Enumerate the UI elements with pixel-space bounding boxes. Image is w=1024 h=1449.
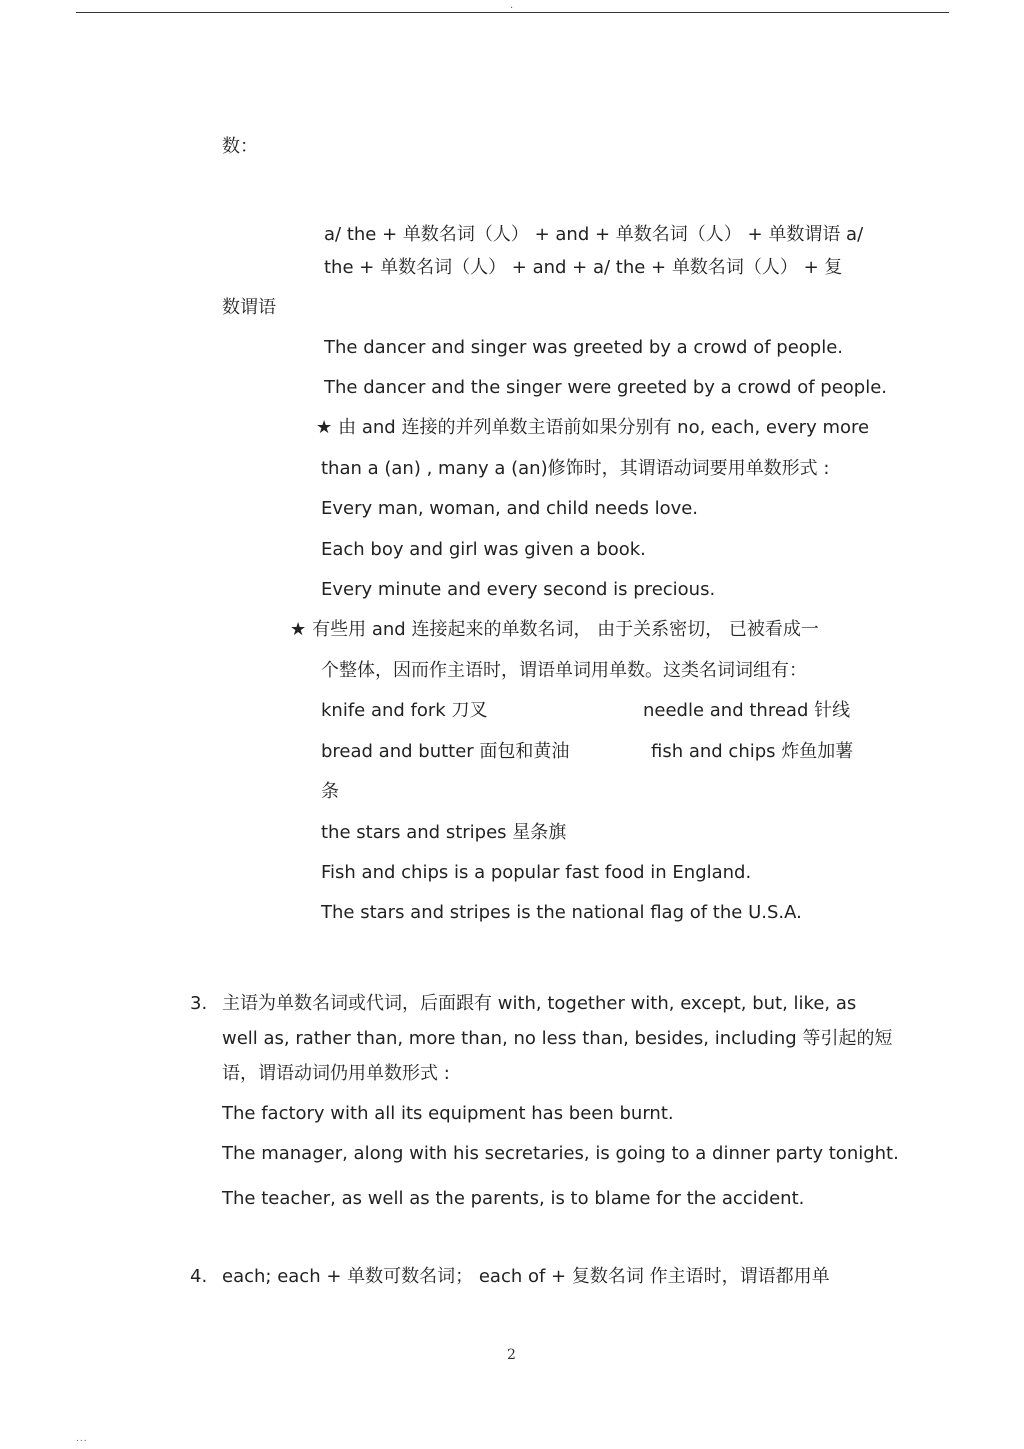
- rule-line: each; each + 单数可数名词； each of + 复数名词 作主语时，谓语都用单: [222, 1266, 830, 1287]
- star-icon: ★: [290, 619, 307, 640]
- rule-text: 有些用 and 连接起来的单数名词， 由于关系密切， 已被看成一: [312, 619, 819, 640]
- rule-text: 由 and 连接的并列单数主语前如果分别有 no, each, every more: [338, 417, 870, 438]
- item-number: 4.: [190, 1266, 208, 1287]
- example-sentence: The teacher, as well as the parents, is to blame for the accident.: [222, 1188, 805, 1209]
- rule-line: 语，谓语动词仍用单数形式 :: [222, 1063, 450, 1084]
- example-sentence: Every minute and every second is precious.: [321, 579, 716, 600]
- example-sentence: The manager, along with his secretaries, is going to a dinner party tonight.: [222, 1143, 899, 1164]
- phrase-item: fish and chips 炸鱼加薯: [651, 741, 854, 762]
- example-sentence: The dancer and the singer were greeted by a crowd of people.: [324, 377, 888, 398]
- phrase-item: 条: [321, 781, 339, 802]
- phrase-item: needle and thread 针线: [643, 700, 851, 721]
- rule-line: well as, rather than, more than, no less than, besides, including 等引起的短: [222, 1028, 893, 1049]
- rule-line: 个整体，因而作主语时，谓语单词用单数。这类名词词组有：: [321, 660, 807, 681]
- rule-line: than a (an) , many a (an)修饰时，其谓语动词要用单数形式 :: [321, 458, 830, 479]
- example-sentence: Every man, woman, and child needs love.: [321, 498, 699, 519]
- formula-line: a/ the + 单数名词（人） + and + 单数名词（人） + 单数谓语 a/: [324, 224, 864, 245]
- phrase-item: knife and fork 刀叉: [321, 700, 488, 721]
- footer-mark: ...: [76, 1434, 88, 1444]
- text-line: 数：: [222, 136, 258, 157]
- rule-line: 主语为单数名词或代词，后面跟有 with, together with, except, but, like, as: [222, 993, 857, 1014]
- example-sentence: The factory with all its equipment has been burnt.: [222, 1103, 674, 1124]
- star-icon: ★: [316, 417, 333, 438]
- text-line: 数谓语: [222, 297, 276, 318]
- example-sentence: The dancer and singer was greeted by a crowd of people.: [324, 337, 844, 358]
- phrase-item: the stars and stripes 星条旗: [321, 822, 567, 843]
- header-rule: [76, 12, 949, 13]
- rule-line: [290, 618, 819, 642]
- formula-line: the + 单数名词（人） + and + a/ the + 单数名词（人） + 复: [324, 257, 843, 278]
- rule-line: [316, 416, 869, 440]
- example-sentence: Each boy and girl was given a book.: [321, 539, 646, 560]
- header-mark: .: [510, 0, 514, 11]
- example-sentence: Fish and chips is a popular fast food in England.: [321, 862, 752, 883]
- example-sentence: The stars and stripes is the national flag of the U.S.A.: [321, 902, 802, 923]
- page-number: 2: [507, 1347, 516, 1363]
- item-number: 3.: [190, 993, 208, 1014]
- phrase-item: bread and butter 面包和黄油: [321, 741, 570, 762]
